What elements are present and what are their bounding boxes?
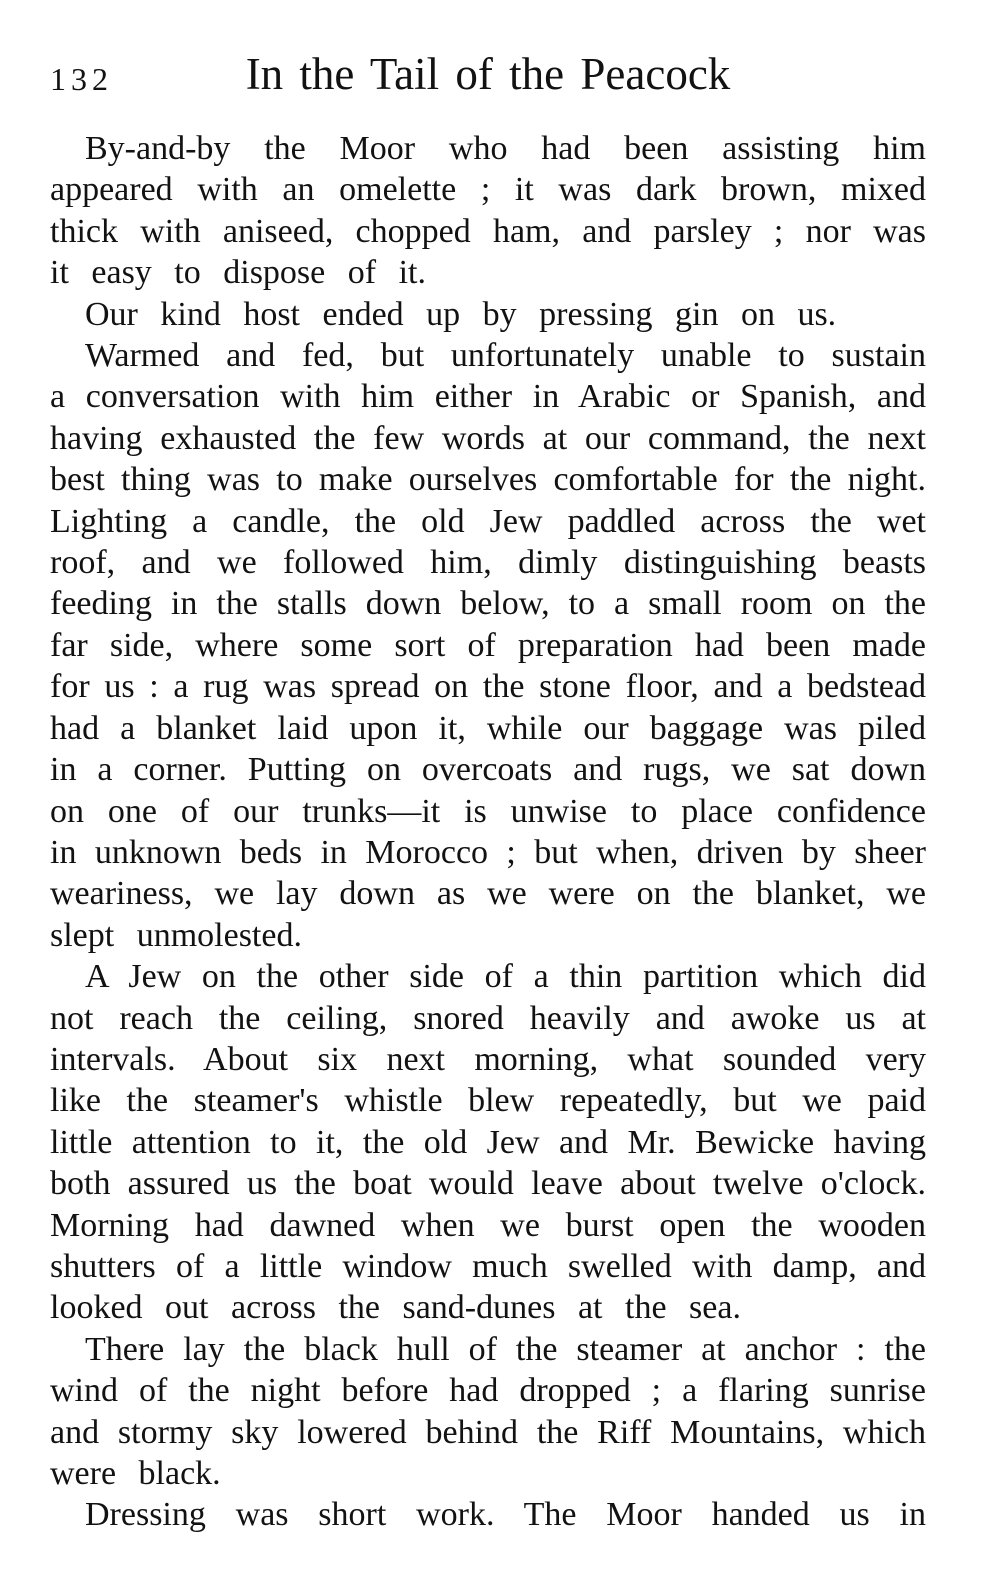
text-line: little attention to it, the old Jew and Mr. Bewicke having: [50, 1123, 926, 1161]
text-line: it easy to dispose of it.: [50, 254, 426, 292]
text-line: like the steamer's whistle blew repeatedly, but we paid: [50, 1082, 926, 1120]
text-line: wind of the night before had dropped ; a flaring sunrise: [50, 1372, 926, 1410]
page-header: [50, 0, 926, 110]
text-line: feeding in the stalls down below, to a small room on the: [50, 585, 926, 623]
text-line: Warmed and fed, but unfortunately unable to sustain: [85, 337, 926, 375]
text-line: both assured us the boat would leave about twelve o'clock.: [50, 1165, 926, 1203]
text-line: thick with aniseed, chopped ham, and parsley ; nor was: [50, 212, 926, 250]
running-title: In the Tail of the Peacock: [245, 49, 731, 99]
text-line: were black.: [50, 1455, 221, 1492]
text-line: Morning had dawned when we burst open the wooden: [50, 1206, 926, 1244]
page-number: 132: [50, 61, 113, 97]
text-line: Lighting a candle, the old Jew paddled across the wet: [50, 502, 926, 540]
text-line: intervals. About six next morning, what sounded very: [50, 1040, 926, 1078]
text-line: far side, where some sort of preparation had been made: [50, 626, 926, 664]
text-line: on one of our trunks—it is unwise to place confidence: [50, 792, 926, 830]
text-line: weariness, we lay down as we were on the blanket, we: [50, 875, 926, 913]
text-line: Our kind host ended up by pressing gin on us.: [85, 295, 837, 333]
text-line: A Jew on the other side of a thin partition which did: [85, 958, 926, 996]
text-line: looked out across the sand-dunes at the sea.: [50, 1289, 741, 1327]
text-line: appeared with an omelette ; it was dark brown, mixed: [50, 171, 926, 209]
text-line: There lay the black hull of the steamer at anchor : the: [85, 1330, 926, 1368]
text-line: not reach the ceiling, snored heavily and awoke us at: [50, 999, 926, 1037]
text-line: in a corner. Putting on overcoats and rugs, we sat down: [50, 751, 926, 789]
text-line: in unknown beds in Morocco ; but when, driven by sheer: [50, 833, 926, 871]
text-line: had a blanket laid upon it, while our baggage was piled: [50, 709, 926, 747]
text-line: slept unmolested.: [50, 916, 302, 954]
text-line: a conversation with him either in Arabic or Spanish, and: [50, 378, 926, 416]
text-line: By-and-by the Moor who had been assisting him: [85, 130, 926, 167]
text-line: Dressing was short work. The Moor handed us in: [85, 1496, 926, 1534]
text-line: having exhausted the few words at our command, the next: [50, 419, 926, 457]
text-line: for us : a rug was spread on the stone floor, and a bedstead: [50, 668, 926, 706]
text-line: roof, and we followed him, dimly distinguishing beasts: [50, 544, 926, 582]
text-line: and stormy sky lowered behind the Riff Mountains, which: [50, 1413, 926, 1451]
text-line: best thing was to make ourselves comfortable for the night.: [50, 461, 926, 499]
page-text: [50, 128, 926, 1536]
text-line: shutters of a little window much swelled with damp, and: [50, 1247, 926, 1285]
